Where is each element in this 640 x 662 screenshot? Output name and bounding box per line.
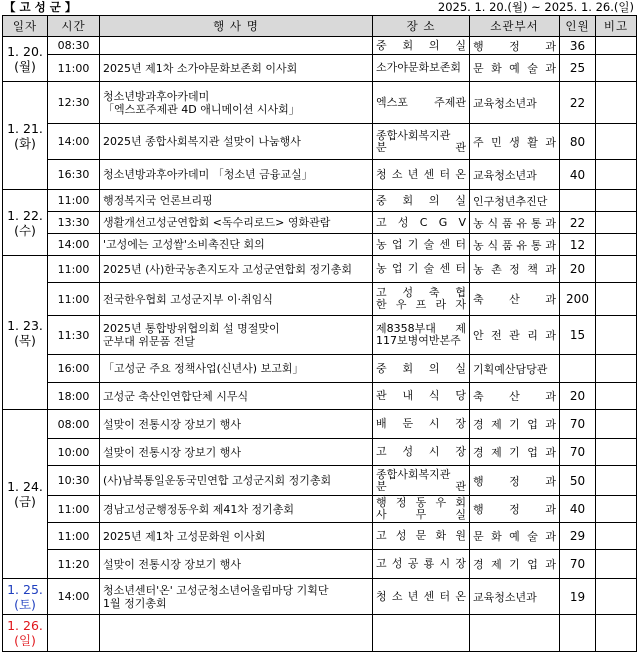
date-cell <box>3 190 48 256</box>
note-cell <box>596 283 637 316</box>
note-cell <box>596 316 637 355</box>
department-cell: 인구청년추진단 <box>470 190 560 212</box>
event-name-cell: (사)남북통일운동국민연합 고성군지회 정기총회 <box>100 466 373 496</box>
time-cell: 11:00 <box>48 256 100 283</box>
attendee-count-cell: 36 <box>560 37 596 55</box>
col-header-dept: 소관부서 <box>470 16 560 37</box>
date-label: 1. 21. <box>7 120 43 136</box>
event-name-cell: '고성에는 고성쌀'소비촉진단 회의 <box>100 234 373 256</box>
department-cell: 주 민 생 활 과 <box>470 124 560 160</box>
weekday-label: (목) <box>14 332 36 348</box>
time-cell: 16:00 <box>48 355 100 383</box>
date-cell <box>3 579 48 615</box>
schedule-row <box>3 124 637 160</box>
time-cell <box>48 615 100 652</box>
region-title: 【 고 성 군 】 <box>4 0 77 14</box>
department-cell: 농 식 품 유 통 과 <box>470 212 560 234</box>
event-name-cell: 청소년센터'온' 고성군청소년어울림마당 기획단 1월 정기총회 <box>100 579 373 615</box>
schedule-row <box>3 615 637 652</box>
date-label: 1. 25. <box>7 581 43 597</box>
date-cell <box>3 410 48 579</box>
event-name-cell: 전국한우협회 고성군지부 이·취임식 <box>100 283 373 316</box>
schedule-row <box>3 55 637 82</box>
event-name-cell: 2025년 통합방위협의회 설 명절맞이 군부대 위문품 전달 <box>100 316 373 355</box>
time-cell: 11:00 <box>48 496 100 523</box>
department-cell: 안 전 관 리 과 <box>470 316 560 355</box>
place-cell: 고 성 공 룡 시 장 <box>373 550 470 579</box>
note-cell <box>596 212 637 234</box>
department-cell: 농 식 품 유 통 과 <box>470 234 560 256</box>
time-cell: 12:30 <box>48 82 100 124</box>
event-name-cell: 2025년 (사)한국농촌지도자 고성군연합회 정기총회 <box>100 256 373 283</box>
department-cell: 축 산 과 <box>470 283 560 316</box>
schedule-row <box>3 160 637 190</box>
attendee-count-cell: 70 <box>560 550 596 579</box>
period-range: 2025. 1. 20.(월) ~ 2025. 1. 26.(일) <box>437 0 634 14</box>
report-header <box>4 0 636 14</box>
schedule-row <box>3 82 637 124</box>
date-cell <box>3 82 48 190</box>
department-cell: 문 화 예 술 과 <box>470 523 560 550</box>
time-cell: 11:30 <box>48 316 100 355</box>
schedule-row <box>3 256 637 283</box>
attendee-count-cell: 50 <box>560 466 596 496</box>
department-cell: 문 화 예 술 과 <box>470 55 560 82</box>
schedule-row <box>3 37 637 55</box>
note-cell <box>596 37 637 55</box>
place-cell: 고 성 문 화 원 <box>373 523 470 550</box>
attendee-count-cell: 80 <box>560 124 596 160</box>
event-name-cell: 경남고성군행정동우회 제41차 정기총회 <box>100 496 373 523</box>
department-cell: 행 정 과 <box>470 37 560 55</box>
department-cell: 행 정 과 <box>470 496 560 523</box>
note-cell <box>596 355 637 383</box>
col-header-place: 장 소 <box>373 16 470 37</box>
attendee-count-cell: 40 <box>560 496 596 523</box>
note-cell <box>596 579 637 615</box>
department-cell: 경 제 기 업 과 <box>470 410 560 439</box>
time-cell: 10:00 <box>48 439 100 466</box>
schedule-row <box>3 466 637 496</box>
department-cell: 경 제 기 업 과 <box>470 550 560 579</box>
place-cell: 고 성 시 장 <box>373 439 470 466</box>
schedule-row <box>3 550 637 579</box>
date-label: 1. 24. <box>7 479 43 494</box>
time-cell: 16:30 <box>48 160 100 190</box>
time-cell: 11:00 <box>48 55 100 82</box>
place-cell: 농 업 기 술 센 터 <box>373 256 470 283</box>
time-cell: 18:00 <box>48 383 100 410</box>
time-cell: 11:00 <box>48 190 100 212</box>
department-cell: 기획예산담당관 <box>470 355 560 383</box>
schedule-row <box>3 355 637 383</box>
attendee-count-cell: 29 <box>560 523 596 550</box>
place-cell: 종합사회복지관 분 관 <box>373 124 470 160</box>
event-name-cell: 2025년 종합사회복지관 설맞이 나눔행사 <box>100 124 373 160</box>
event-name-cell <box>100 615 373 652</box>
place-cell: 행 정 동 우 회 사 무 실 <box>373 496 470 523</box>
place-cell: 고 성 C G V <box>373 212 470 234</box>
note-cell <box>596 383 637 410</box>
time-cell: 10:30 <box>48 466 100 496</box>
place-cell: 청 소 년 센 터 온 <box>373 160 470 190</box>
col-header-event: 행 사 명 <box>100 16 373 37</box>
attendee-count-cell: 25 <box>560 55 596 82</box>
note-cell <box>596 496 637 523</box>
place-cell: 고 성 축 협 한 우 프 라 자 <box>373 283 470 316</box>
attendee-count-cell <box>560 190 596 212</box>
note-cell <box>596 160 637 190</box>
event-name-cell: 설맞이 전통시장 장보기 행사 <box>100 410 373 439</box>
weekday-label: (토) <box>14 596 36 612</box>
schedule-row <box>3 383 637 410</box>
header-row <box>3 16 637 37</box>
note-cell <box>596 439 637 466</box>
weekday-label: (화) <box>14 135 36 151</box>
event-name-cell: 행정복지국 언론브리핑 <box>100 190 373 212</box>
event-name-cell: 설맞이 전통시장 장보기 행사 <box>100 550 373 579</box>
place-cell: 배 둔 시 장 <box>373 410 470 439</box>
schedule-row <box>3 212 637 234</box>
event-name-cell: 2025년 제1차 고성문화원 이사회 <box>100 523 373 550</box>
attendee-count-cell: 22 <box>560 212 596 234</box>
weekday-label: (월) <box>14 59 36 74</box>
time-cell: 13:30 <box>48 212 100 234</box>
schedule-row <box>3 410 637 439</box>
attendee-count-cell: 70 <box>560 439 596 466</box>
date-label: 1. 22. <box>7 207 43 223</box>
note-cell <box>596 410 637 439</box>
note-cell <box>596 523 637 550</box>
note-cell <box>596 466 637 496</box>
time-cell: 14:00 <box>48 124 100 160</box>
time-cell: 08:30 <box>48 37 100 55</box>
schedule-row <box>3 234 637 256</box>
schedule-row <box>3 316 637 355</box>
place-cell: 청 소 년 센 터 온 <box>373 579 470 615</box>
weekday-label: (일) <box>14 633 36 648</box>
attendee-count-cell: 20 <box>560 383 596 410</box>
attendee-count-cell: 12 <box>560 234 596 256</box>
time-cell: 14:00 <box>48 579 100 615</box>
schedule-body <box>3 37 637 652</box>
department-cell: 농 촌 정 책 과 <box>470 256 560 283</box>
col-header-note: 비고 <box>596 16 637 37</box>
department-cell: 교육청소년과 <box>470 82 560 124</box>
department-cell: 교육청소년과 <box>470 579 560 615</box>
place-cell: 종합사회복지관 분 관 <box>373 466 470 496</box>
place-cell: 중 회 의 실 <box>373 37 470 55</box>
date-label: 1. 20. <box>7 44 43 59</box>
note-cell <box>596 615 637 652</box>
department-cell <box>470 615 560 652</box>
date-cell <box>3 615 48 652</box>
attendee-count-cell <box>560 355 596 383</box>
attendee-count-cell: 200 <box>560 283 596 316</box>
note-cell <box>596 124 637 160</box>
weekday-label: (금) <box>14 494 36 509</box>
attendee-count-cell: 70 <box>560 410 596 439</box>
place-cell: 관 내 식 당 <box>373 383 470 410</box>
attendee-count-cell: 19 <box>560 579 596 615</box>
time-cell: 14:00 <box>48 234 100 256</box>
event-name-cell: 청소년방과후아카데미 「청소년 금융교실」 <box>100 160 373 190</box>
attendee-count-cell: 22 <box>560 82 596 124</box>
place-cell: 농 업 기 술 센 터 <box>373 234 470 256</box>
schedule-table <box>2 15 637 652</box>
date-label: 1. 26. <box>7 618 43 633</box>
schedule-row <box>3 496 637 523</box>
attendee-count-cell: 20 <box>560 256 596 283</box>
col-header-time: 시간 <box>48 16 100 37</box>
event-name-cell: 청소년방과후아카데미 「엑스포주제관 4D 애니메이션 시사회」 <box>100 82 373 124</box>
time-cell: 08:00 <box>48 410 100 439</box>
schedule-row <box>3 579 637 615</box>
date-cell <box>3 256 48 410</box>
schedule-row <box>3 283 637 316</box>
schedule-row <box>3 523 637 550</box>
time-cell: 11:20 <box>48 550 100 579</box>
department-cell: 교육청소년과 <box>470 160 560 190</box>
time-cell: 11:00 <box>48 283 100 316</box>
schedule-row <box>3 190 637 212</box>
place-cell: 중 회 의 실 <box>373 190 470 212</box>
department-cell: 경 제 기 업 과 <box>470 439 560 466</box>
note-cell <box>596 550 637 579</box>
date-cell <box>3 37 48 82</box>
event-name-cell: 설맞이 전통시장 장보기 행사 <box>100 439 373 466</box>
place-cell <box>373 615 470 652</box>
note-cell <box>596 234 637 256</box>
attendee-count-cell: 40 <box>560 160 596 190</box>
place-cell: 제8358부대 제 117보병여반본주 <box>373 316 470 355</box>
place-cell: 소가야문화보존회 <box>373 55 470 82</box>
department-cell: 축 산 과 <box>470 383 560 410</box>
weekday-label: (수) <box>14 222 36 238</box>
event-name-cell: 「고성군 주요 정책사업(신년사) 보고회」 <box>100 355 373 383</box>
attendee-count-cell: 15 <box>560 316 596 355</box>
department-cell: 행 정 과 <box>470 466 560 496</box>
event-name-cell <box>100 37 373 55</box>
schedule-row <box>3 439 637 466</box>
place-cell: 엑스포 주제관 <box>373 82 470 124</box>
col-header-date: 일자 <box>3 16 48 37</box>
note-cell <box>596 55 637 82</box>
note-cell <box>596 190 637 212</box>
event-name-cell: 생활개선고성군연합회 <독수리로드> 영화관람 <box>100 212 373 234</box>
place-cell: 중 회 의 실 <box>373 355 470 383</box>
attendee-count-cell <box>560 615 596 652</box>
note-cell <box>596 82 637 124</box>
col-header-count: 인원 <box>560 16 596 37</box>
event-name-cell: 2025년 제1차 소가야문화보존회 이사회 <box>100 55 373 82</box>
date-label: 1. 23. <box>7 317 43 333</box>
event-name-cell: 고성군 축산인연합단체 시무식 <box>100 383 373 410</box>
note-cell <box>596 256 637 283</box>
time-cell: 11:00 <box>48 523 100 550</box>
